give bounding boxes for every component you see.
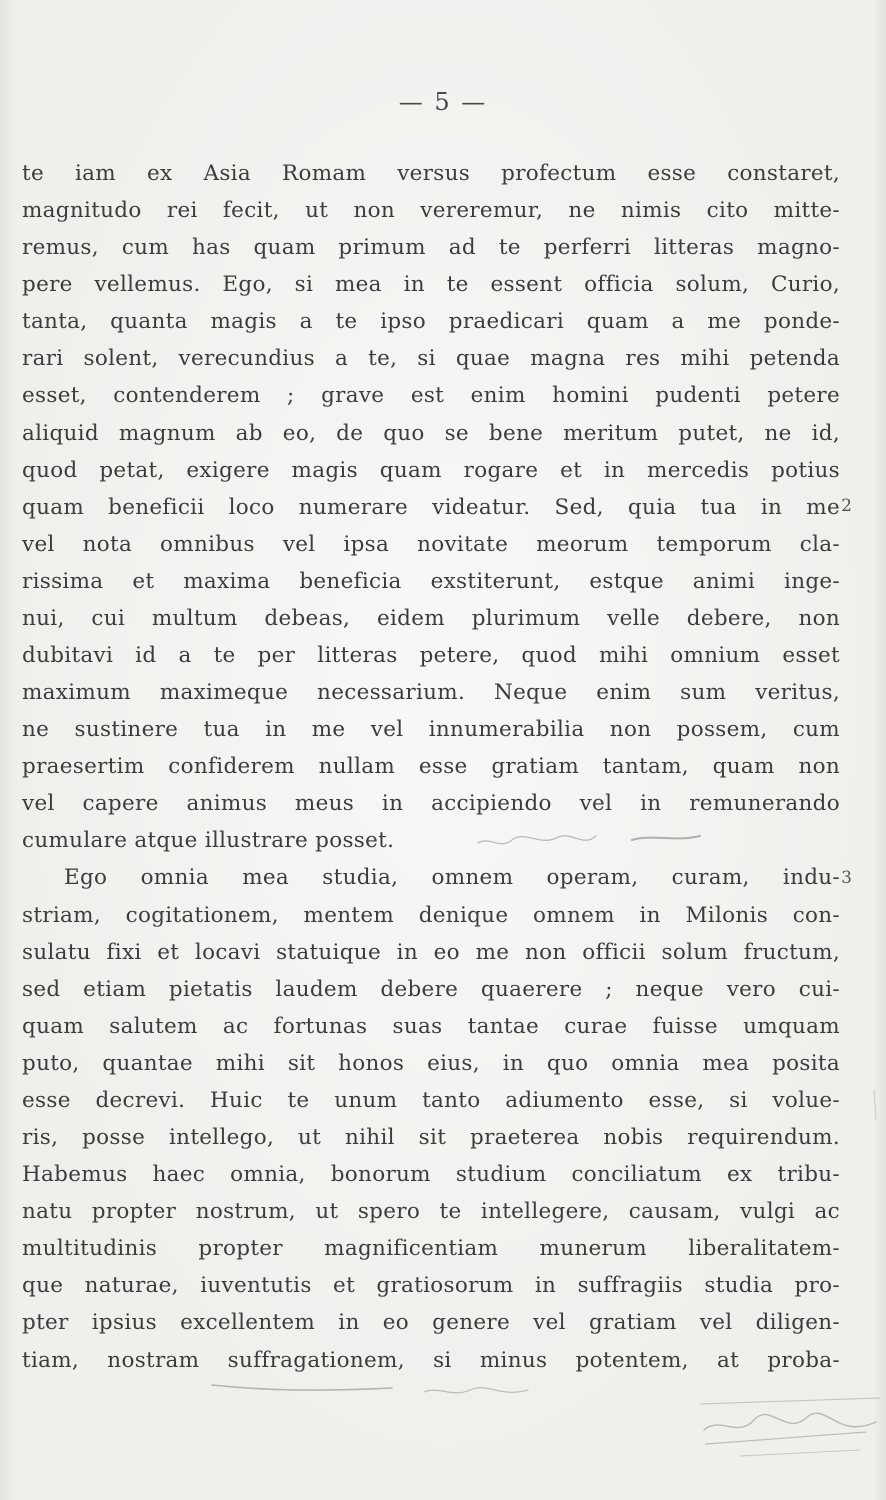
- text-line: vel capere animus meus in accipiendo vel in remunerando: [22, 791, 840, 817]
- page-number: — 5 —: [398, 88, 488, 116]
- margin-number: 2: [841, 496, 852, 516]
- text-line: pere vellemus. Ego, si mea in te essent officia solum, Curio,: [22, 272, 840, 298]
- text-line: dubitavi id a te per litteras petere, quod mihi omnium esset: [22, 643, 840, 669]
- pencil-stroke-bottom-right-3: [740, 1450, 860, 1456]
- text-line: rissima et maxima beneficia exstiterunt, estque animi inge-: [22, 568, 840, 594]
- text-line: esset, contenderem ; grave est enim homini pudenti petere: [22, 383, 840, 409]
- text-line: te iam ex Asia Romam versus profectum esse constaret,: [22, 161, 840, 186]
- pencil-stroke-bottom-right-1: [700, 1398, 880, 1404]
- text-line: ris, posse intellego, ut nihil sit praeterea nobis requirendum.: [22, 1125, 840, 1151]
- text-line: quam beneficii loco numerare videatur. Sed, quia tua in me: [22, 494, 840, 520]
- paragraph-1: [22, 155, 840, 859]
- text-line: cumulare atque illustrare posset.: [22, 828, 395, 854]
- text-line: Ego omnia mea studia, omnem operam, curam, indu-: [64, 865, 840, 891]
- text-line: pter ipsius excellentem in eo genere vel gratiam vel diligen-: [22, 1310, 840, 1336]
- text-line: tiam, nostram suffragationem, si minus potentem, at proba-: [22, 1347, 840, 1373]
- pencil-scribble-bottom-right: [704, 1413, 876, 1430]
- text-line: Habemus haec omnia, bonorum studium conciliatum ex tribu-: [22, 1162, 840, 1188]
- pencil-stroke-bottom-right-2: [706, 1432, 866, 1444]
- text-line: quod petat, exigere magis quam rogare et in mercedis potius: [22, 457, 840, 483]
- text-line: aliquid magnum ab eo, de quo se bene meritum putet, ne id,: [22, 420, 840, 446]
- text-line: sulatu fixi et locavi statuique in eo me non officii solum fructum,: [22, 939, 840, 965]
- text-line: rari solent, verecundius a te, si quae magna res mihi petenda: [22, 346, 840, 372]
- text-line: puto, quantae mihi sit honos eius, in quo omnia mea posita: [22, 1050, 840, 1076]
- text-line: magnitudo rei fecit, ut non vereremur, ne nimis cito mitte-: [22, 198, 840, 224]
- text-line: vel nota omnibus vel ipsa novitate meorum temporum cla-: [22, 531, 840, 557]
- text-line: que naturae, iuventutis et gratiosorum in suffragiis studia pro-: [22, 1273, 840, 1299]
- text-line: remus, cum has quam primum ad te perferri litteras magno-: [22, 235, 840, 261]
- edge-mark-right: [874, 1090, 876, 1120]
- text-line: multitudinis propter magnificentiam munerum liberalitatem-: [22, 1236, 840, 1262]
- text-line: maximum maximeque necessarium. Neque enim sum veritus,: [22, 680, 840, 706]
- text-line: natu propter nostrum, ut spero te intellegere, causam, vulgi ac: [22, 1199, 840, 1225]
- text-line: sed etiam pietatis laudem debere quaerere ; neque vero cui-: [22, 976, 840, 1002]
- text-line: ne sustinere tua in me vel innumerabilia non possem, cum: [22, 717, 840, 743]
- text-line: quam salutem ac fortunas suas tantae curae fuisse umquam: [22, 1013, 840, 1039]
- margin-number: 3: [841, 868, 852, 888]
- pencil-underline-suffragationem: [212, 1385, 392, 1390]
- text-line: praesertim confiderem nullam esse gratiam tantam, quam non: [22, 754, 840, 780]
- text-line: tanta, quanta magis a te ipso praedicari quam a me ponde-: [22, 309, 840, 335]
- text-line: nui, cui multum debeas, eidem plurimum velle debere, non: [22, 605, 840, 631]
- body-text: [22, 155, 840, 1379]
- pencil-note-si-minus: [424, 1388, 528, 1393]
- paragraph-2: [22, 859, 840, 1378]
- text-line: striam, cogitationem, mentem denique omnem in Milonis con-: [22, 902, 840, 928]
- text-line: esse decrevi. Huic te unum tanto adiumento esse, si volue-: [22, 1087, 840, 1113]
